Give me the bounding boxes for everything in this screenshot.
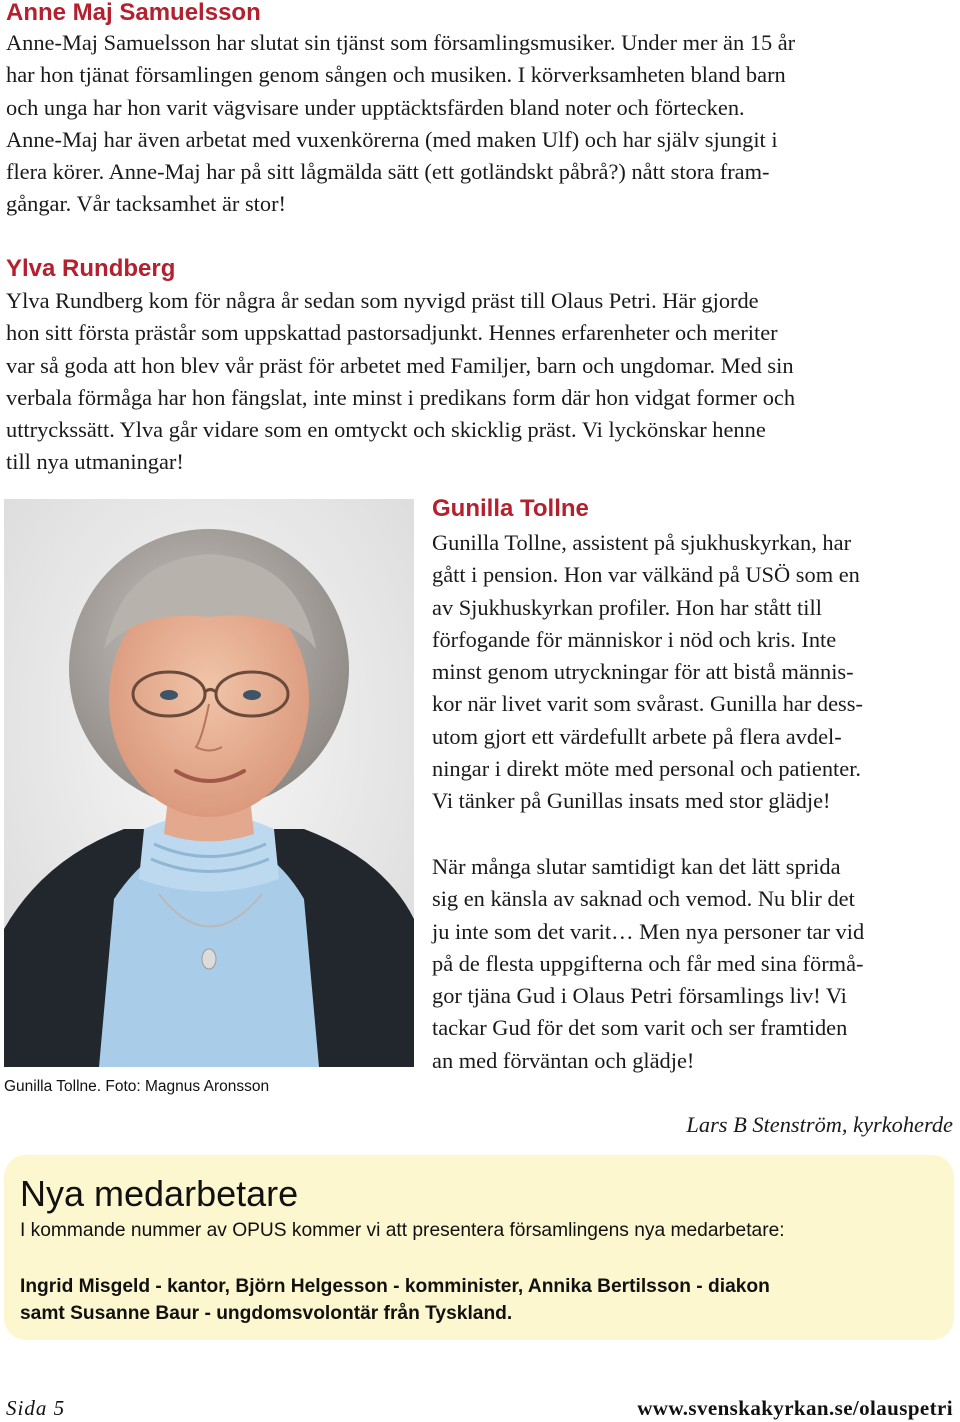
paragraph-line: När många slutar samtidigt kan det lätt sprida [432, 854, 841, 879]
news-box-title: Nya medarbetare [20, 1173, 299, 1214]
paragraph-line: utom gjort ett värdefullt arbete på flera avdel- [432, 723, 842, 749]
gunilla-heading: Gunilla Tollne [432, 495, 589, 522]
staff-list-line: Ingrid Misgeld - kantor, Björn Helgesson - komminister, Annika Bertilsson - diakon [20, 1276, 770, 1297]
photo-caption: Gunilla Tollne. Foto: Magnus Aronsson [4, 1078, 270, 1095]
paragraph-line: av Sjukhuskyrkan profiler. Hon har stått till [432, 594, 822, 620]
paragraph-line: kor när livet varit som svårast. Gunilla har dess- [432, 691, 863, 717]
signature: Lars B Stenström, kyrkoherde [686, 1112, 953, 1137]
ylva-paragraph [6, 285, 795, 479]
paragraph-line: verbala förmåga har hon fängslat, inte minst i predikans form där hon vidgat former och [6, 384, 796, 410]
paragraph-line: gått i pension. Hon var välkänd på USÖ som en [432, 562, 860, 588]
closing-paragraph [432, 851, 864, 1077]
paragraph-line: Anne-Maj har även arbetat med vuxenkörerna (med maken Ulf) och har själv sjungit i [6, 126, 778, 152]
gunilla-paragraph [432, 527, 863, 818]
paragraph-line: Gunilla Tollne, assistent på sjukhuskyrkan, har [432, 530, 852, 555]
news-box-staff-list [20, 1273, 770, 1327]
paragraph-line: Anne-Maj Samuelsson har slutat sin tjänst som församlingsmusiker. Under mer än 15 år [6, 30, 796, 55]
anne-paragraph [6, 27, 795, 221]
website-link[interactable]: www.svenskakyrkan.se/olauspetri [637, 1396, 953, 1420]
anne-heading: Anne Maj Samuelsson [6, 0, 261, 26]
portrait-photo [4, 499, 414, 1067]
paragraph-line: Ylva Rundberg kom för några år sedan som nyvigd präst till Olaus Petri. Här gjorde [6, 288, 759, 313]
paragraph-line: Vi tänker på Gunillas insats med stor glädje! [432, 788, 831, 814]
paragraph-line: gor tjäna Gud i Olaus Petri församlings liv! Vi [432, 983, 847, 1009]
paragraph-line: gångar. Vår tacksamhet är stor! [6, 191, 286, 217]
paragraph-line: ningar i direkt möte med personal och patienter. [432, 756, 862, 782]
ylva-heading: Ylva Rundberg [6, 255, 176, 282]
paragraph-line: till nya utmaningar! [6, 449, 184, 475]
news-box-intro: I kommande nummer av OPUS kommer vi att presentera församlingens nya medarbetare: [20, 1220, 785, 1241]
paragraph-line: och unga har hon varit vägvisare under upptäcktsfärden bland noter och förtecken. [6, 94, 745, 120]
paragraph-line: på de flesta uppgifterna och får med sina förmå- [432, 950, 864, 976]
news-box [4, 1155, 954, 1340]
paragraph-line: ju inte som det varit… Men nya personer tar vid [432, 918, 865, 944]
page-number: Sida 5 [6, 1396, 66, 1420]
staff-list-line: samt Susanne Baur - ungdomsvolontär från Tyskland. [20, 1303, 513, 1324]
paragraph-line: hon sitt första prästår som uppskattad pastorsadjunkt. Hennes erfarenheter och meriter [6, 320, 778, 346]
paragraph-line: flera körer. Anne-Maj har på sitt lågmälda sätt (ett gotländskt påbrå?) nått stora fram- [6, 159, 770, 185]
paragraph-line: minst genom utryckningar för att bistå männis- [432, 659, 854, 685]
paragraph-line: förfogande för människor i nöd och kris. Inte [432, 626, 837, 652]
paragraph-line: an med förväntan och glädje! [432, 1047, 695, 1073]
paragraph-line: var så goda att hon blev vår präst för arbetet med Familjer, barn och ungdomar. Med sin [6, 352, 794, 378]
paragraph-line: uttryckssätt. Ylva går vidare som en omtyckt och skicklig präst. Vi lyckönskar henne [6, 417, 766, 443]
paragraph-line: har hon tjänat församlingen genom sången och musiken. I körverksamheten bland barn [6, 62, 786, 88]
paragraph-line: sig en känsla av saknad och vemod. Nu blir det [432, 886, 855, 912]
paragraph-line: tackar Gud för det som varit och ser framtiden [432, 1015, 848, 1041]
